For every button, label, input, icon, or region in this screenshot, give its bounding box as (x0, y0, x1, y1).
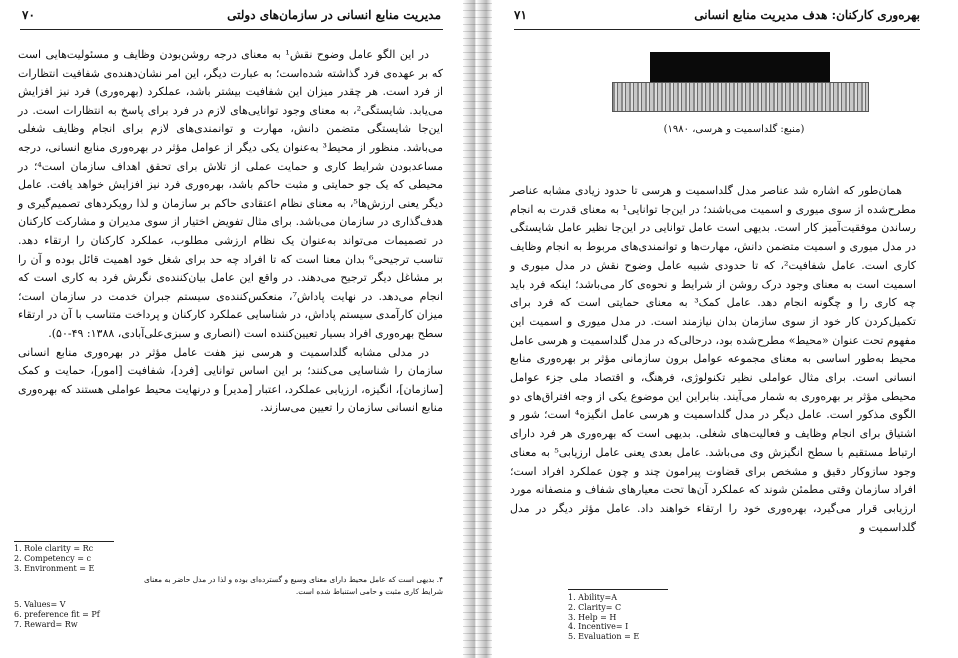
left-running-title: مدیریت منابع انسانی در سازمان‌های دولتی (227, 8, 441, 22)
right-footnote-rule (568, 589, 668, 590)
left-footnotes-en-a (14, 544, 94, 573)
left-page-header (22, 8, 441, 30)
left-header-rule (20, 29, 443, 30)
footnote-3: 3. Environment = E (14, 563, 95, 573)
footnote-6: 6. preference fit = Pf (14, 609, 100, 619)
left-footnote-fa: ۴. بدیهی است که عامل محیط دارای معنای وسیع و گسترده‌ای بوده و لذا در مدل حاضر به معنای شرایط کاری مثبت و حامی استنباط شده است. (143, 575, 443, 596)
right-page-number: ۷۱ (514, 8, 527, 22)
model-figure-image (612, 52, 867, 112)
figure-caption: (منبع: گلداسمیت و هرسی، ۱۹۸۰) (663, 124, 805, 135)
footnote-incentive: 4. Incentive= I (568, 622, 629, 632)
right-footnotes-en (568, 593, 639, 642)
footnote-help: 3. Help = H (568, 612, 617, 622)
left-footnotes-en-b (14, 600, 100, 629)
footnote-clarity: 2. Clarity= C (568, 602, 622, 612)
book-gutter (463, 0, 492, 658)
footnote-evaluation: 5. Evaluation = E (568, 632, 640, 642)
left-body-text (18, 46, 443, 418)
footnote-1: 1. Role clarity = Rc (14, 544, 94, 553)
left-paragraph-2: در مدلی مشابه گلداسمیت و هرسی نیز هفت عامل مؤثر در بهره‌وری منابع انسانی سازمان را شناسایی می‌کنند؛ بر این اساس توانایی [فرد]، شفافیت [امور]، حمایت و کمک [سازمان]، انگیزه، ارزیابی عملکرد، اعتبار [مدیر] و درنهایت محیط عواملی هستند که بهره‌وری منابع انسانی سازمان را تعیین می‌سازند. (18, 345, 443, 415)
footnote-2: 2. Competency = c (14, 553, 91, 563)
left-footnote-rule (14, 541, 114, 542)
right-running-title: بهره‌وری کارکنان: هدف مدیریت منابع انسانی (694, 8, 920, 22)
left-page-number: ۷۰ (22, 8, 35, 22)
left-paragraph-1: در این الگو عامل وضوح نقش¹ به معنای درجه روشن‌بودن وظایف و مسئولیت‌هایی است که بر عهده‌ی فرد گذاشته شده‌است؛ به عبارت دیگر، این امر نشان‌دهنده‌ی شفافیت انتظارات از فرد است. هر چقدر میزان این شفافیت بیشتر باشد، عملکرد (بهره‌وری) فرد نیز افزایش می‌یابد. شایستگی²، به معنای وجود توانایی‌های لازم در فرد برای پاسخ به انتظارات است. در این‌جا شایستگی متضمن دانش، مهارت و توانمندی‌های لازم برای انجام وظایف شغلی می‌باشد. منظور از محیط³ به‌عنوان یکی دیگر از عوامل مؤثر در بهره‌وری منابع انسانی، درجه مساعدبودن شرایط کاری و حمایت عملی از تلاش برای تحقق اهداف سازمان است⁴؛ در محیطی که یک جو حمایتی و مثبت حاکم باشد، بهره‌وری فرد نیز افزایش خواهد یافت. عامل دیگر یعنی ارزش‌ها⁵، به معنای نظام اعتقادی حاکم بر سازمان و لذا رویکردهای تصمیم‌گیری و هدف‌گذاری در سازمان می‌باشد. برای مثال تفویض اختیار از سوی مدیران و مشارکت کارکنان در تصمیمات می‌تواند به‌عنوان یک نظام ارزشی مطلوب، عملکرد کارکنان را ارتقاء دهد. تناسب ترجیحی⁶ بدان معنا است که تا افراد چه حد برای شغل خود اهمیت قائل بوده و آن را بر مشاغل دیگر ترجیح می‌دهند. در واقع این عامل بیان‌کننده‌ی نگرش فرد به کاری است که انجام می‌دهد. در نهایت پاداش⁷، منعکس‌کننده‌ی سیستم جبران خدمت در سازمان است؛ میزان کارآمدی سیستم پاداش، در شناسایی عملکرد کارکنان و پرداخت متناسب با آن در ارتقاء سطح بهره‌وری افراد بسیار تعیین‌کننده است (انصاری و سبزی‌علی‌آبادی، ۱۳۸۸: ۴۹-۵۰). (18, 48, 444, 340)
right-paragraph-1: همان‌طور که اشاره شد عناصر مدل گلداسمیت و هرسی تا حدود زیادی مشابه عناصر مطرح‌شده از سوی میوری و اسمیت می‌باشند؛ در این‌جا توانایی¹ به معنای قدرت به انجام رساندن موفقیت‌آمیز کار است. بدیهی است عامل توانایی در این‌جا نظیر عامل شایستگی در مدل میوری و اسمیت متضمن دانش، مهارت‌ها و توانمندی‌های مربوط به انجام وظایف کاری است. عامل شفافیت²، که تا حدودی شبیه عامل وضوح نقش در مدل میوری و اسمیت است به معنای وجود درک روشن از شرایط و نحوه‌ی کار می‌باشد؛ اینکه فرد باید چه کاری را و چگونه انجام دهد. عامل کمک³ به معنای حمایتی است که فرد برای تکمیل‌کردن کار خود از سوی سازمان بدان نیازمند است. در مدل میوری و اسمیت این مفهوم تحت عنوان «محیط» مطرح‌شده بود، درحالی‌که در مدل گلداسمیت و هرسی عامل محیط به‌طور اساسی به معنای مجموعه عوامل برون سازمانی مؤثر بر بهره‌وری منابع انسانی است. برای مثال عواملی نظیر تکنولوژی، فرهنگ، و اقتصاد ملی جزء عوامل محیطی مؤثر بر بهره‌وری به شمار می‌آیند. بنابراین این موضوع یکی از وجه افتراق‌های دو الگوی مذکور است. عامل دیگر در مدل گلداسمیت و هرسی عامل انگیزه⁴ است؛ شور و اشتیاق برای انجام وظایف و فعالیت‌های شغلی. بدیهی است که بهره‌وری هر فرد دارای ارتباط مستقیم با سطح انگیزش وی می‌باشد. عامل بعدی یعنی عامل ارزیابی⁵ به معنای وجود سازوکار دقیق و مشخص برای قضاوت پیرامون چند و چون عملکرد افراد است؛ افراد سازمان وقتی مطمئن شوند که عملکرد آن‌ها تحت معیارهای شفاف و منصفانه مورد ارزیابی قرار می‌گیرد، بهره‌وری خود را ارتقاء خواهند داد. عامل مؤثر دیگر در مدل گلداسمیت و (510, 184, 916, 534)
footnote-5: 5. Values= V (14, 600, 66, 609)
footnote-7: 7. Reward= Rw (14, 619, 78, 629)
right-header-rule (514, 29, 920, 30)
figure-dark-block (650, 52, 830, 82)
left-page (0, 0, 463, 658)
right-page-header (514, 8, 920, 30)
right-page (492, 0, 958, 658)
figure-textured-band (612, 82, 869, 112)
footnote-ability: 1. Ability=A (568, 593, 617, 602)
right-body-text (510, 182, 916, 537)
